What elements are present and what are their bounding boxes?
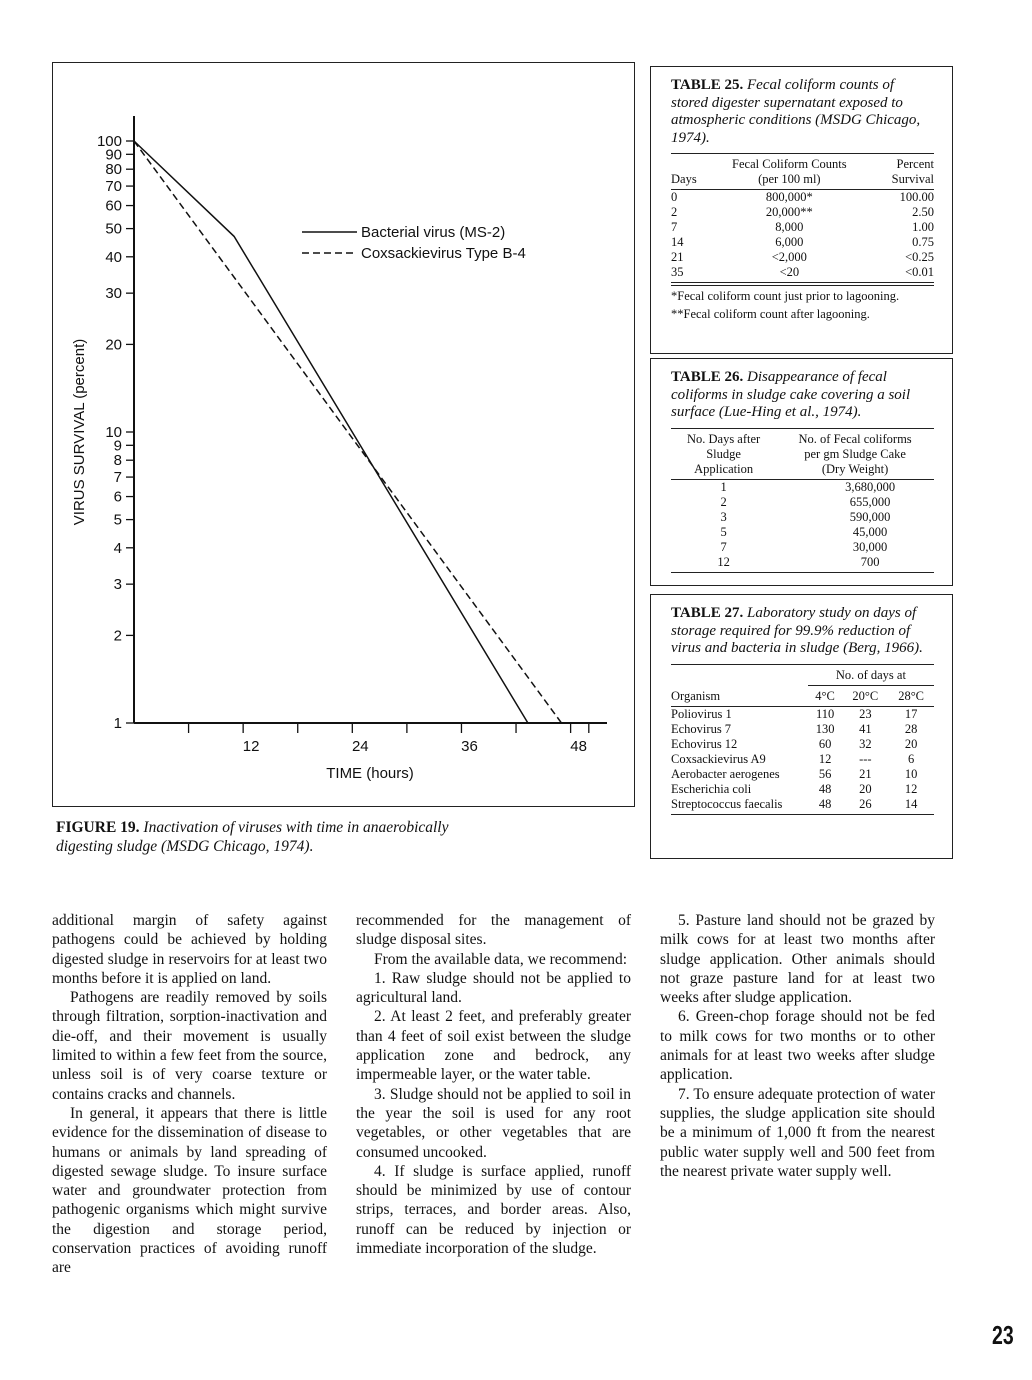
table25-cell: 2.50 [912,205,934,219]
table-26-col-days [671,428,776,479]
y-tick-label: 8 [113,452,122,470]
table-25-col-counts-line1: Fecal Coliform Counts [732,157,847,171]
table26-row [671,555,934,570]
table27-cell: 41 [859,721,872,736]
table-26-body [671,479,934,572]
figure-caption-text: Inactivation of viruses with time in anaerobically digesting sludge (MSDG Chicago, 1974). [56,819,449,855]
col2-paragraph-3: 1. Raw sludge should not be applied to agricultural land. [356,969,631,1007]
table26-cell: 655,000 [849,494,891,509]
col2-paragraph-5: 3. Sludge should not be applied to soil in the year the soil is used for any root vegetables, or other vegetables that are consumed uncooked. [356,1085,631,1161]
table-25-body [671,190,934,283]
table-25-footnote-2: **Fecal coliform count after lagooning. [671,307,870,321]
table25-cell: <2,000 [771,250,807,264]
table26-cell: 45,000 [852,524,888,539]
table27-cell: Aerobacter aerogenes [671,766,780,781]
x-tick-label: 24 [351,738,369,755]
legend-label-bacterial-virus: Bacterial virus (MS-2) [361,224,506,241]
table-26-col-days-line2: Sludge [706,446,741,461]
table27-cell: Poliovirus 1 [671,706,732,721]
table25-cell: 100.00 [899,190,934,204]
table25-cell: 20,000** [765,205,813,219]
table25-end-rule [671,280,934,283]
table-25-caption: Fecal coliform counts of stored digester supernatant exposed to atmospheric conditions (MSDG Chicago, 1974). [671,77,921,146]
table27-cell: 28 [904,721,918,736]
table25-row [671,265,934,280]
table-25 [650,66,953,354]
y-axis-label: VIRUS SURVIVAL (percent) [71,338,88,526]
table-26-col-coliforms [776,428,934,479]
table27-cell: 12 [818,751,832,766]
table-26 [650,358,953,586]
col2-paragraph-1: recommended for the management of sludge disposal sites. [356,912,631,949]
y-tick-label: 3 [113,576,122,594]
col2-paragraph-6: 4. If sludge is surface applied, runoff should be minimized by use of contour strips, terraces, and border areas. Also, runoff can be reduced by injection or immediate incorporation of the sludge. [356,1162,631,1258]
col1-paragraph-2: Pathogens are readily removed by soils through filtration, sorption-inactivation and die-off, and their movement is usually limited to within a few feet from the source, unless soil is of very coarse texture or contains cracks and channels. [52,989,327,1103]
table26-row [671,510,934,525]
table27-end-rule [671,812,934,815]
x-axis-ticks [189,723,589,755]
table-26-col-days-line3: Application [694,461,754,476]
table27-cell: Echovirus 12 [671,736,738,751]
table27-cell: 23 [859,706,872,721]
y-tick-label: 4 [113,539,122,557]
table25-cell: 6,000 [775,235,804,249]
table-26-label: TABLE 26. [671,369,744,385]
table26-row [671,540,934,555]
table-27-col-4c: 4°C [808,685,843,706]
table25-cell: 1.00 [912,220,934,234]
table-25-col-survival-line1: Percent [896,157,934,171]
table-25-col-days: Days [671,154,729,190]
col1-paragraph-3: In general, it appears that there is little evidence for the dissemination of disease to humans or animals by land spreading of digested sewage sludge. To insure surface water and groundwater protection from pathogenic organisms which might survive the digestion and storage period, conservation practices of avoiding runoff are [52,1104,327,1277]
table25-cell: 14 [671,235,684,249]
table27-cell: 17 [904,706,918,721]
table25-cell: <20 [779,265,800,279]
table25-row [671,250,934,265]
y-tick-label: 30 [105,285,122,303]
table27-row [671,737,934,752]
table25-row [671,190,934,206]
col3-paragraph-2: 6. Green-chop forage should not be fed to milk cows for two months or to other animals for at least two weeks after sludge application. [660,1008,935,1084]
table-26-title [671,369,934,422]
table27-row [671,797,934,812]
table26-cell: 5 [720,524,727,539]
table25-cell: <0.25 [905,250,934,264]
table25-row [671,205,934,220]
y-tick-label: 90 [105,146,122,164]
table26-cell: 590,000 [849,509,891,524]
y-tick-label: 20 [105,336,122,354]
table25-cell: 0.75 [912,235,934,249]
col1-paragraph-1: additional margin of safety against pathogens could be achieved by holding digested sludge in reservoirs for at least two months before it is applied on land. [52,912,327,987]
figure-caption-label: FIGURE 19. [56,819,140,836]
x-tick-label: 36 [461,738,478,755]
table26-cell: 3 [720,509,727,524]
table-25-col-survival [850,154,934,190]
table25-cell: 8,000 [775,220,804,234]
y-tick-label: 6 [113,488,122,506]
table26-row [671,525,934,540]
y-tick-label: 2 [113,627,122,645]
table27-cell: 48 [818,781,832,796]
table26-row [671,479,934,495]
table27-cell: 20 [904,736,918,751]
table-27 [650,594,953,859]
table26-end-rule [671,570,934,573]
y-tick-label: 80 [105,161,122,179]
table-25-label: TABLE 25. [671,77,744,93]
table-26-caption: Disappearance of fecal coliforms in sludge cake covering a soil surface (Lue-Hing et al., 1974). [671,369,911,420]
y-tick-label: 5 [113,511,122,529]
col3-paragraph-1: 5. Pasture land should not be grazed by milk cows for at least two months after sludge application. Other animals should not graze pasture land for at least two weeks after sludge application. [660,912,935,1007]
body-column-2 [356,911,631,1258]
table27-cell: Echovirus 7 [671,721,732,736]
table27-cell: 20 [859,781,872,796]
y-tick-label: 10 [105,424,122,441]
legend-label-coxsackievirus: Coxsackievirus Type B-4 [361,245,526,262]
virus-survival-chart [52,62,635,807]
table27-cell: --- [859,751,872,766]
table27-cell: 26 [859,796,872,811]
y-tick-label: 9 [113,437,122,455]
table25-cell: 0 [671,190,678,204]
table-27-grid [671,664,934,815]
y-axis-ticks [97,133,134,732]
table26-cell: 30,000 [852,539,888,554]
table-27-col-organism: Organism [671,685,808,706]
table27-cell: 14 [904,796,918,811]
table-27-group-header: No. of days at [808,664,934,685]
table-27-title [671,605,934,658]
table25-row [671,235,934,250]
table27-row [671,706,934,722]
table-27-body [671,706,934,814]
table27-cell: Coxsackievirus A9 [671,751,766,766]
table26-cell: 3,680,000 [845,479,896,494]
table-27-col-28c: 28°C [888,685,934,706]
table26-cell: 7 [720,539,727,554]
y-tick-label: 60 [105,197,122,215]
table-26-col-days-line1: No. Days after [686,431,761,446]
table-26-grid [671,428,934,573]
x-axis-label: TIME (hours) [326,765,414,782]
table26-cell: 700 [860,554,880,569]
table25-cell: 800,000* [765,190,813,204]
table25-cell: <0.01 [905,265,934,279]
table-27-label: TABLE 27. [671,605,744,621]
table27-row [671,767,934,782]
table27-cell: 12 [904,781,918,796]
body-column-1 [52,911,327,1278]
table27-cell: 48 [818,796,832,811]
table27-cell: 32 [859,736,872,751]
table27-cell: Escherichia coli [671,781,752,796]
table27-row [671,782,934,797]
table27-cell: 130 [815,721,835,736]
table-25-col-counts [729,154,850,190]
y-tick-label: 7 [113,469,122,487]
y-tick-label: 70 [105,178,122,196]
y-tick-label: 1 [113,715,122,732]
table-25-col-counts-line2: (per 100 ml) [758,172,821,186]
table-27-col-20c: 20°C [842,685,888,706]
table25-cell: 2 [671,205,678,219]
table27-cell: 21 [859,766,872,781]
table27-cell: 110 [815,706,835,721]
col2-paragraph-2: From the available data, we recommend: [374,950,628,968]
table-25-col-survival-line2: Survival [891,172,934,186]
page-number: 23 [992,1320,1014,1350]
y-tick-label: 50 [105,220,122,238]
figure-caption [56,818,456,856]
table27-cell: 56 [818,766,832,781]
col2-paragraph-4: 2. At least 2 feet, and preferably greater than 4 feet of soil exist between the sludge application zone and bedrock, any impermeable layer, or the water table. [356,1008,631,1084]
table27-cell: 10 [904,766,918,781]
x-tick-label: 12 [242,738,260,755]
table27-cell: 6 [907,751,915,766]
col3-paragraph-3: 7. To ensure adequate protection of water supplies, the sludge application site should be a minimum of 1,000 ft from the nearest public water supply well and 500 feet from the nearest private water supply well. [660,1085,935,1180]
table26-cell: 2 [720,494,727,509]
table27-cell: 60 [818,736,832,751]
table-25-grid [671,153,934,283]
table25-cell: 7 [671,220,678,234]
table-26-col-coliforms-line2: per gm Sludge Cake [804,446,906,461]
table-26-col-coliforms-line3: (Dry Weight) [821,461,889,476]
table-26-col-coliforms-line1: No. of Fecal coliforms [798,431,912,446]
table27-row [671,752,934,767]
legend [302,224,526,262]
table25-row [671,220,934,235]
table27-cell: Streptococcus faecalis [671,796,783,811]
table-25-footnote-1: *Fecal coliform count just prior to lagooning. [671,285,934,304]
table27-row [671,722,934,737]
table26-cell: 1 [720,479,727,494]
table26-cell: 12 [717,554,730,569]
x-tick-label: 48 [570,738,587,755]
table-25-title [671,77,934,147]
table25-cell: 21 [671,250,684,264]
table25-cell: 35 [671,265,684,279]
body-column-3 [660,911,935,1181]
y-tick-label: 100 [96,133,122,150]
table-27-caption: Laboratory study on days of storage required for 99.9% reduction of virus and bacteria in sludge (Berg, 1966). [671,605,923,656]
y-tick-label: 40 [105,248,122,266]
table26-row [671,495,934,510]
